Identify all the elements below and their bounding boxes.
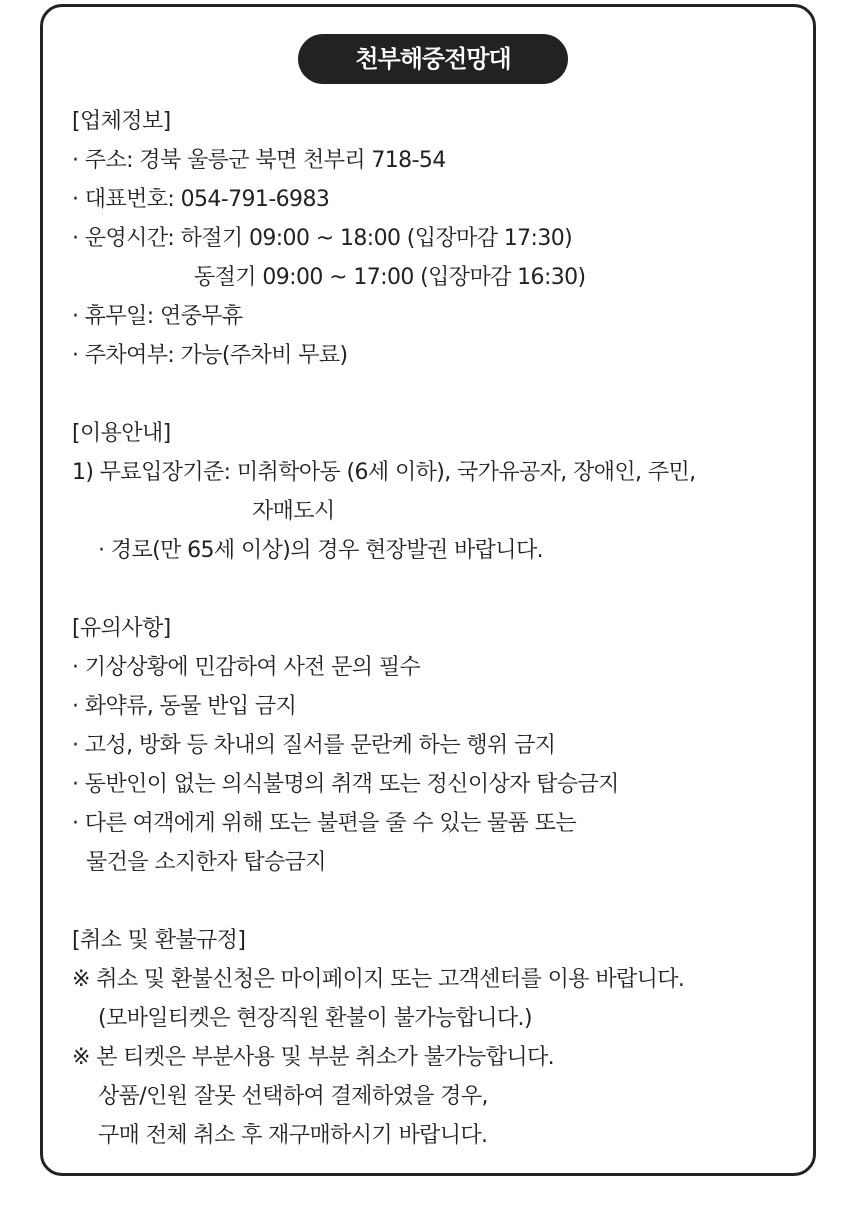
free-entry-line: 1) 무료입장기준: 미취학아동 (6세 이하), 국가유공자, 장애인, 주민,: [72, 460, 696, 485]
caution-item: · 다른 여객에게 위해 또는 불편을 줄 수 있는 물품 또는: [72, 811, 577, 836]
caution-heading: [유의사항]: [72, 616, 171, 641]
company-heading: [업체정보]: [72, 109, 171, 134]
usage-heading: [이용안내]: [72, 421, 171, 446]
caution-item: · 동반인이 없는 의식불명의 취객 또는 정신이상자 탑승금지: [72, 772, 619, 797]
address-line: · 주소: 경북 울릉군 북면 천부리 718-54: [72, 148, 446, 173]
refund-line: 구매 전체 취소 후 재구매하시기 바랍니다.: [98, 1123, 488, 1148]
parking-line: · 주차여부: 가능(주차비 무료): [72, 343, 348, 368]
hours-winter-line: 동절기 09:00 ~ 17:00 (입장마감 16:30): [194, 265, 586, 290]
refund-line: ※ 본 티켓은 부분사용 및 부분 취소가 불가능합니다.: [72, 1045, 555, 1070]
refund-heading: [취소 및 환불규정]: [72, 928, 246, 953]
caution-item: · 기상상황에 민감하여 사전 문의 필수: [72, 655, 421, 680]
free-entry-line-cont: 자매도시: [252, 499, 335, 524]
refund-line: ※ 취소 및 환불신청은 마이페이지 또는 고객센터를 이용 바랍니다.: [72, 967, 685, 992]
senior-note-line: · 경로(만 65세 이상)의 경우 현장발권 바랍니다.: [98, 538, 543, 563]
caution-item: · 화약류, 동물 반입 금지: [72, 694, 297, 719]
info-card: [40, 4, 816, 1176]
closed-day-line: · 휴무일: 연중무휴: [72, 304, 243, 329]
caution-item-cont: 물건을 소지한자 탑승금지: [86, 850, 326, 875]
page-title: 천부해중전망대: [298, 34, 568, 84]
hours-summer-line: · 운영시간: 하절기 09:00 ~ 18:00 (입장마감 17:30): [72, 226, 573, 251]
refund-line: 상품/인원 잘못 선택하여 결제하였을 경우,: [98, 1084, 488, 1109]
caution-item: · 고성, 방화 등 차내의 질서를 문란케 하는 행위 금지: [72, 733, 556, 758]
phone-line: · 대표번호: 054-791-6983: [72, 187, 330, 212]
refund-line: (모바일티켓은 현장직원 환불이 불가능합니다.): [98, 1006, 532, 1031]
